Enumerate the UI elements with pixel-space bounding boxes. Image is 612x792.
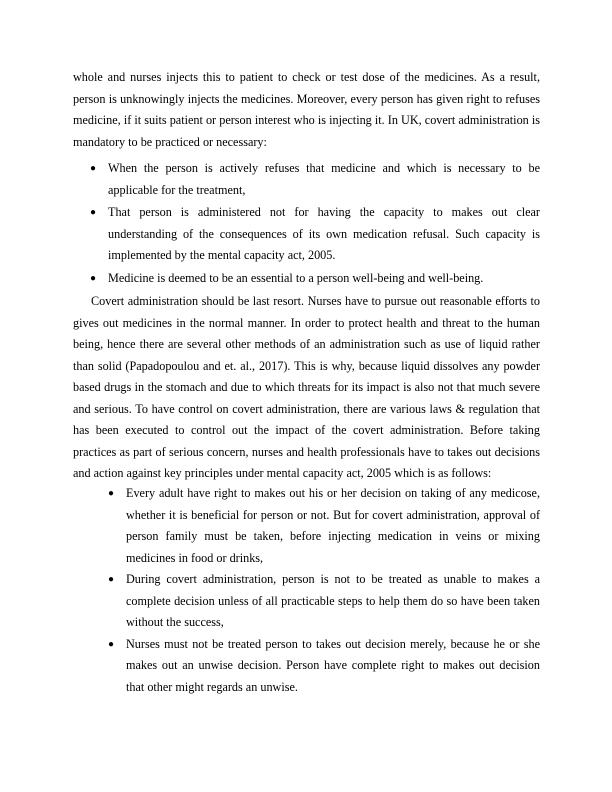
bullet-icon: ● — [90, 272, 97, 284]
paragraph-covert-administration: Covert administration should be last resort. Nurses have to pursue out reasonable efforts to gives out medicines in the normal manner. In order to protect health and threat to the human being, hence there are several other methods of an administration such as use of liquid rather than solid (Papadopoulou and et. al., 2017). This is why, because liquid dissolves any powder based drugs in the stomach and due to which threats for its impact is also not that much severe and serious. To have control on covert administration, there are various laws & regulation that has been executed to control out the impact of the covert administration. Before taking practices as part of serious concern, nurses and health professionals have to takes out decisions and action against key principles under mental capacity act, 2005 which is as follows: — [73, 294, 540, 480]
bullet-icon: ● — [108, 488, 115, 499]
bullet-icon: ● — [90, 207, 97, 218]
bullet-icon: ● — [108, 638, 115, 650]
bullet-icon: ● — [108, 574, 115, 585]
bullet-icon: ● — [90, 163, 97, 174]
list-item — [73, 569, 540, 634]
paragraph-intro: whole and nurses injects this to patient to check or test dose of the medicines. As a result, person is unknowingly injects the medicines. Moreover, every person has given right to refuses medicine, if it suits patient or person interest who is injecting it. In UK, covert administration is mandatory to be practiced or necessary: — [73, 70, 540, 149]
list-item — [73, 483, 540, 569]
bullet-list-covert-conditions — [73, 158, 540, 289]
list-item-text: Every adult have right to makes out his or her decision on taking of any medicose, whether it is beneficial for person or not. But for covert administration, approval of person family must be taken, before injecting medication in veins or mixing medicines in food or drinks, — [126, 486, 540, 565]
list-item — [73, 202, 540, 267]
list-item-text: Medicine is deemed to be an essential to a person well-being and well-being. — [108, 270, 484, 285]
bullet-list-key-principles — [73, 483, 540, 698]
list-item — [73, 158, 540, 201]
list-item-text: During covert administration, person is not to be treated as unable to makes a complete decision unless of all practicable steps to help them do so have been taken without the success, — [126, 572, 540, 629]
list-item-text: Nurses must not be treated person to takes out decision merely, because he or she makes out an unwise decision. Person have complete right to makes out decision that other might regards an unwise. — [126, 636, 540, 694]
list-item-text: That person is administered not for having the capacity to makes out clear understanding of the consequences of its own medication refusal. Such capacity is implemented by the mental capacity act, 2005. — [108, 205, 540, 262]
list-item — [73, 634, 540, 699]
list-item-text: When the person is actively refuses that medicine and which is necessary to be applicable for the treatment, — [108, 161, 540, 197]
list-item — [73, 268, 540, 290]
